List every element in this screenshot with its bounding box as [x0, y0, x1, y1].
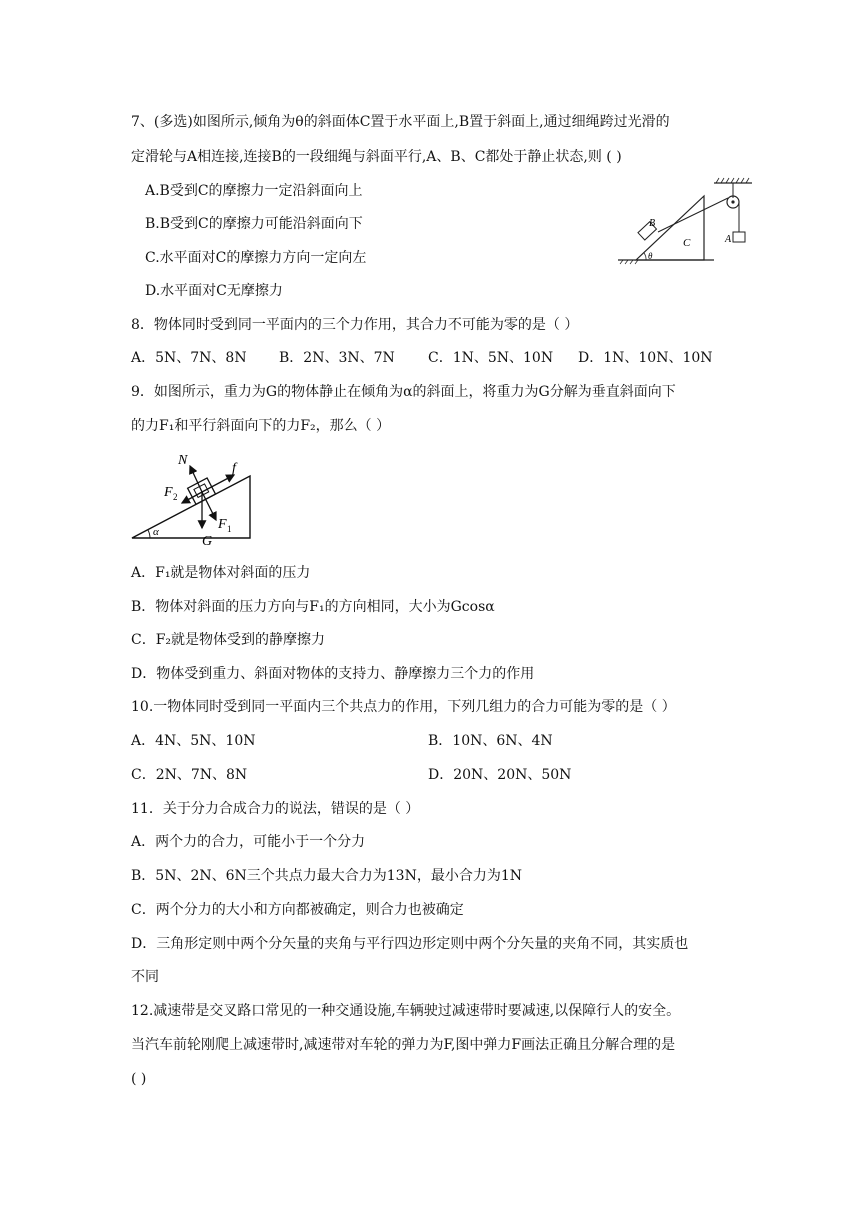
q9-stem-line2: 的力F₁和平行斜面向下的力F₂，那么（ ） — [131, 418, 391, 434]
q7-stem-line1: 7、(多选)如图所示,倾角为θ的斜面体C置于水平面上,B置于斜面上,通过细绳跨过光滑的 — [131, 114, 670, 130]
q7-figure-incline-pulley — [612, 176, 762, 270]
q9-n-label: N — [178, 453, 188, 468]
q9-option-c: C．F₂就是物体受到的静摩擦力 — [131, 632, 326, 648]
q8-option-b: B．2N、3N、7N — [279, 350, 395, 366]
q7-c-label: C — [683, 237, 691, 249]
q11-stem: 11．关于分力合成合力的说法，错误的是（ ） — [131, 801, 420, 817]
q9-g-label: G — [202, 534, 213, 548]
q7-b-label: B — [649, 218, 656, 229]
q10-option-b: B．10N、6N、4N — [428, 733, 553, 749]
q11-option-b: B．5N、2N、6N三个共点力最大合力为13N，最小合力为1N — [131, 868, 522, 884]
q9-f2-label: F — [164, 485, 173, 500]
q11-option-d-continued: 不同 — [131, 969, 159, 985]
q12-stem-line3: ( ) — [131, 1071, 147, 1087]
q12-stem-line1: 12.减速带是交叉路口常见的一种交通设施,车辆驶过减速带时要减速,以保障行人的安全。 — [131, 1003, 681, 1019]
q9-stem-line1: 9．如图所示，重力为G的物体静止在倾角为α的斜面上，将重力为G分解为垂直斜面向下 — [131, 384, 676, 400]
q12-stem-line2: 当汽车前轮刚爬上减速带时,减速带对车轮的弹力为F,图中弹力F画法正确且分解合理的是 — [131, 1037, 676, 1053]
q8-option-c: C．1N、5N、10N — [428, 350, 554, 366]
q7-option-a: A.B受到C的摩擦力一定沿斜面向上 — [145, 183, 363, 199]
q8-option-a: A．5N、7N、8N — [131, 350, 247, 366]
q7-option-d: D.水平面对C无摩擦力 — [145, 283, 283, 299]
q7-theta-label: θ — [648, 251, 653, 261]
q7-a-label: A — [725, 234, 732, 245]
q10-stem: 10.一物体同时受到同一平面内三个共点力的作用，下列几组力的合力可能为零的是（ ） — [131, 699, 676, 715]
q7-option-c: C.水平面对C的摩擦力方向一定向左 — [145, 250, 367, 266]
q9-option-a: A．F₁就是物体对斜面的压力 — [131, 565, 311, 581]
q11-option-d: D．三角形定则中两个分矢量的夹角与平行四边形定则中两个分矢量的夹角不同，其实质也 — [131, 936, 689, 952]
q9-f-label: f — [232, 461, 236, 476]
q9-f2-subscript: 2 — [173, 492, 178, 502]
q10-option-a: A．4N、5N、10N — [131, 733, 256, 749]
q9-alpha-label: α — [153, 526, 159, 538]
q9-figure-force-decomposition — [128, 446, 260, 548]
q8-stem: 8．物体同时受到同一平面内的三个力作用，其合力不可能为零的是（ ） — [131, 317, 579, 333]
q7-option-b: B.B受到C的摩擦力可能沿斜面向下 — [145, 216, 363, 232]
q9-f1-label: F — [218, 517, 227, 532]
q10-option-d: D．20N、20N、50N — [428, 767, 572, 783]
q9-f1-subscript: 1 — [227, 524, 232, 534]
q9-option-b: B．物体对斜面的压力方向与F₁的方向相同，大小为Gcosα — [131, 599, 495, 615]
q7-stem-line2: 定滑轮与A相连接,连接B的一段细绳与斜面平行,A、B、C都处于静止状态,则 ( ) — [131, 149, 622, 165]
q9-option-d: D．物体受到重力、斜面对物体的支持力、静摩擦力三个力的作用 — [131, 666, 535, 682]
q11-option-c: C．两个分力的大小和方向都被确定，则合力也被确定 — [131, 902, 464, 918]
q11-option-a: A．两个力的合力，可能小于一个分力 — [131, 834, 366, 850]
q8-option-d: D．1N、10N、10N — [578, 350, 713, 366]
q10-option-c: C．2N、7N、8N — [131, 767, 248, 783]
